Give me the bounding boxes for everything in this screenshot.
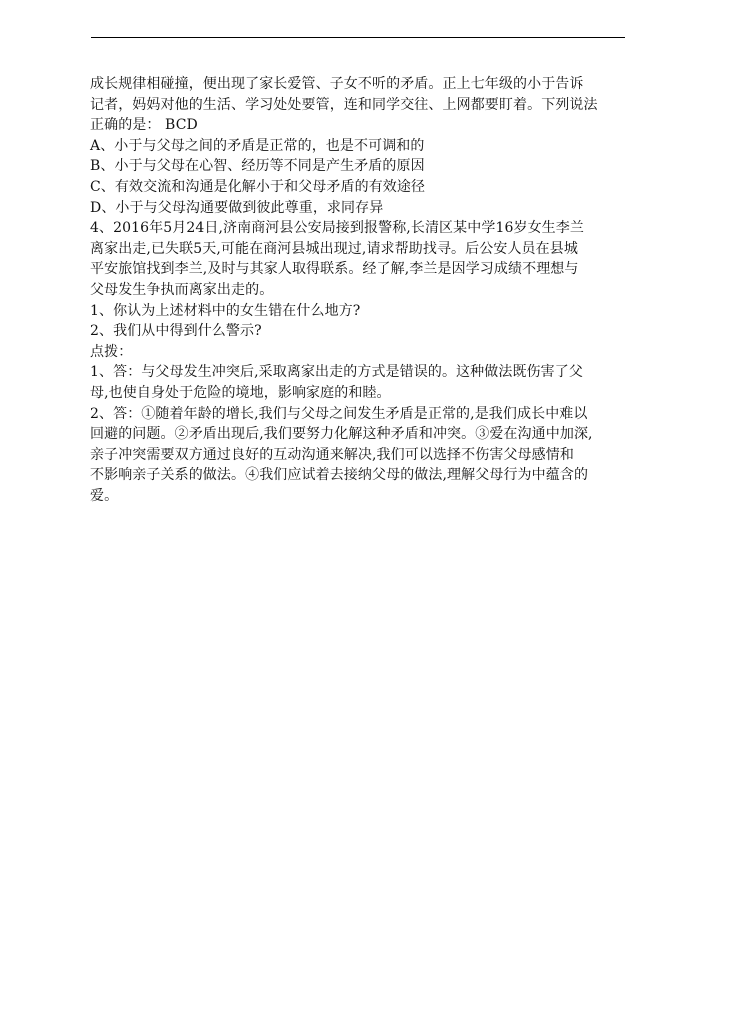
document-body (90, 74, 652, 506)
answer-line: 爱。 (90, 487, 119, 504)
hint-heading: 点拨： (90, 343, 133, 360)
answer-line: 1、答：与父母发生冲突后,采取离家出走的方式是错误的。这种做法既伤害了父 (90, 364, 583, 381)
question-answer-line: 正确的是： BCD (90, 117, 198, 134)
answer-line: 2、答：①随着年龄的增长,我们与父母之间发生矛盾是正常的,是我们成长中难以 (90, 405, 588, 422)
material-line: 离家出走,已失联5天,可能在商河县城出现过,请求帮助找寻。后公安人员在县城 (90, 240, 578, 257)
material-line: 父母发生争执而离家出走的。 (90, 281, 274, 298)
answer-line: 母,也使自身处于危险的境地，影响家庭的和睦。 (90, 384, 391, 401)
answer-line: 亲子冲突需要双方通过良好的互动沟通来解决,我们可以选择不伤害父母感情和 (90, 446, 574, 463)
answer-line: 不影响亲子关系的做法。④我们应试着去接纳父母的做法,理解父母行为中蕴含的 (90, 467, 589, 484)
header-rule (91, 37, 625, 38)
question-1: 1、你认为上述材料中的女生错在什么地方? (90, 302, 361, 319)
material-line: 4、2016年5月24日,济南商河县公安局接到报警称,长清区某中学16岁女生李兰 (90, 220, 584, 237)
material-line: 平安旅馆找到李兰,及时与其家人取得联系。经了解,李兰是因学习成绩不理想与 (90, 261, 579, 278)
option-c: C、有效交流和沟通是化解小于和父母矛盾的有效途径 (90, 178, 426, 195)
option-a: A、小于与父母之间的矛盾是正常的，也是不可调和的 (90, 137, 425, 154)
text-line: 成长规律相碰撞，便出现了家长爱管、子女不听的矛盾。正上七年级的小于告诉 (90, 76, 584, 92)
question-2: 2、我们从中得到什么警示? (90, 323, 262, 340)
text-line: 记者，妈妈对他的生活、学习处处要管，连和同学交往、上网都要盯着。下列说法 (90, 96, 598, 113)
answer-line: 回避的问题。②矛盾出现后,我们要努力化解这种矛盾和冲突。③爱在沟通中加深, (90, 426, 593, 443)
option-d: D、小于与父母沟通要做到彼此尊重，求同存异 (90, 199, 384, 216)
option-b: B、小于与父母在心智、经历等不同是产生矛盾的原因 (90, 158, 425, 175)
